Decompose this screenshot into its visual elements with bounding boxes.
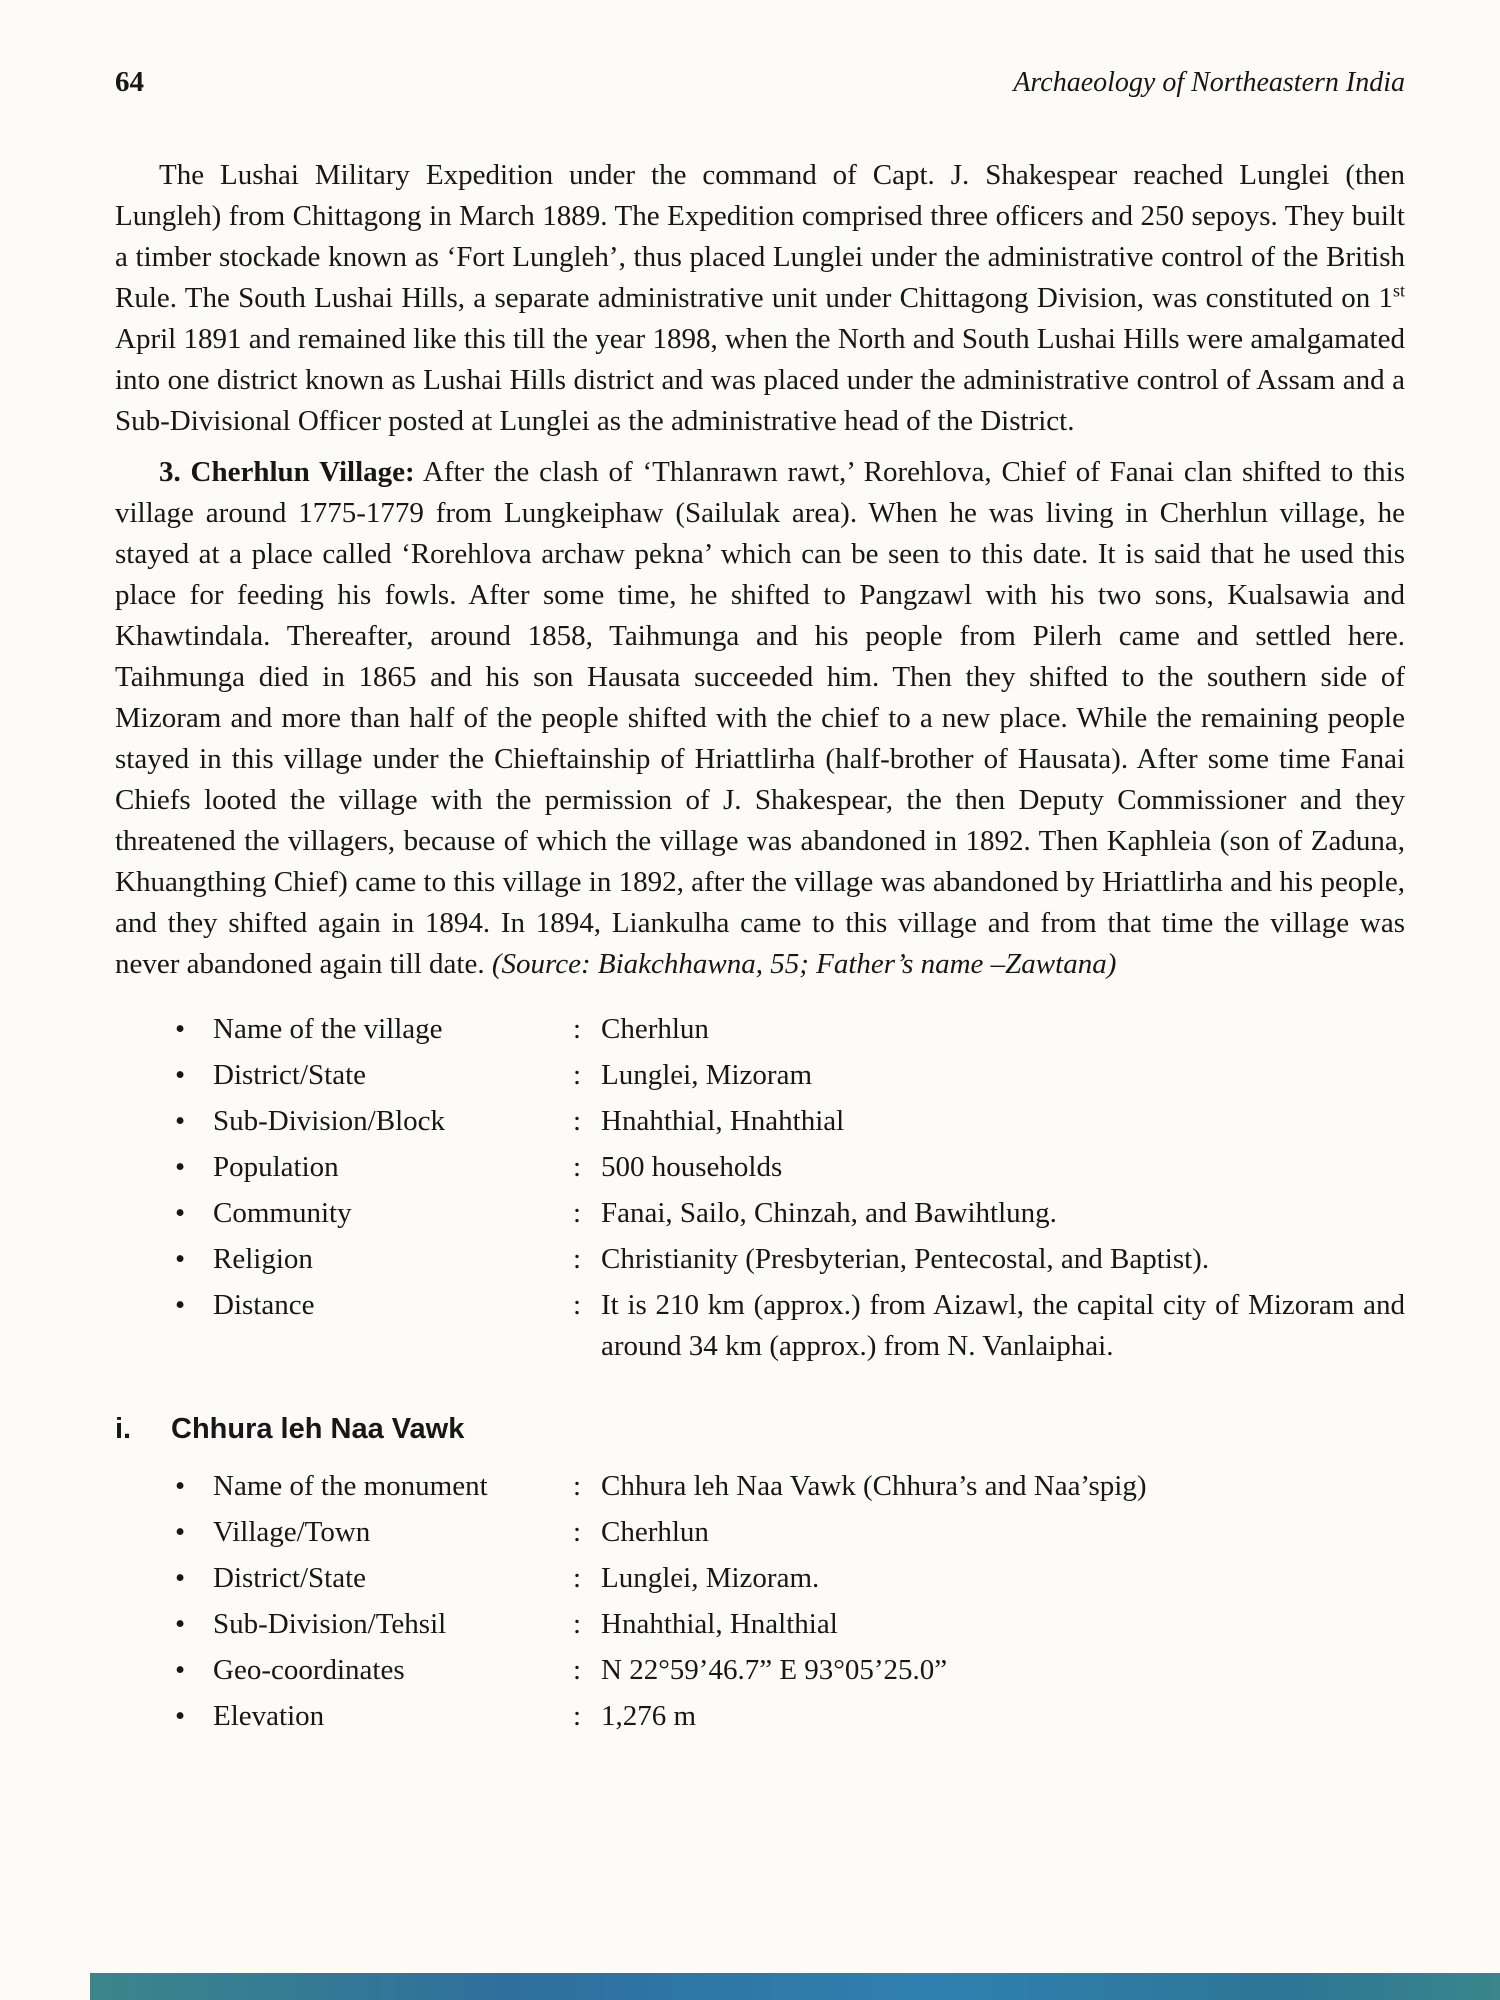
detail-row-sub-division-tehsil xyxy=(175,1604,1405,1645)
cherhlun-village-heading: 3. Cherhlun Village: xyxy=(159,456,415,488)
colon-separator: : xyxy=(573,1654,582,1686)
paragraph-lushai-expedition xyxy=(115,155,1405,442)
detail-row-distance xyxy=(175,1285,1405,1367)
detail-label: Sub-Division/Block xyxy=(213,1105,446,1137)
detail-value: Lunglei, Mizoram. xyxy=(601,1562,820,1594)
bullet-icon: • xyxy=(175,1608,186,1640)
page-content xyxy=(115,62,1405,1742)
detail-value: Cherhlun xyxy=(601,1516,709,1548)
bullet-icon: • xyxy=(175,1059,186,1091)
detail-row-district-state-monument xyxy=(175,1558,1405,1599)
detail-row-population xyxy=(175,1147,1405,1188)
detail-value: Fanai, Sailo, Chinzah, and Bawihtlung. xyxy=(601,1197,1057,1229)
bullet-icon: • xyxy=(175,1151,186,1183)
detail-row-geo-coordinates xyxy=(175,1650,1405,1691)
monument-details-list xyxy=(115,1466,1405,1737)
colon-separator: : xyxy=(573,1151,582,1183)
detail-value: Christianity (Presbyterian, Pentecostal, and Baptist). xyxy=(601,1243,1210,1275)
detail-row-village-name xyxy=(175,1009,1405,1050)
detail-value: Cherhlun xyxy=(601,1013,709,1045)
bullet-icon: • xyxy=(175,1105,186,1137)
detail-label: Population xyxy=(213,1151,339,1183)
bullet-icon: • xyxy=(175,1197,186,1229)
page-header xyxy=(115,62,1405,103)
bullet-icon: • xyxy=(175,1562,186,1594)
paragraph-text: April 1891 and remained like this till the year 1898, when the North and South Lushai Hills were amalgamated into one district known as Lushai Hills district and was placed under the administrative control of Assam and a Sub-Divisional Officer posted at Lunglei as the administrative head of the District. xyxy=(115,323,1405,437)
paragraph-cherhlun-village xyxy=(115,452,1405,985)
colon-separator: : xyxy=(573,1289,582,1321)
detail-label: Village/Town xyxy=(213,1516,371,1548)
colon-separator: : xyxy=(573,1608,582,1640)
colon-separator: : xyxy=(573,1243,582,1275)
bullet-icon: • xyxy=(175,1243,186,1275)
colon-separator: : xyxy=(573,1197,582,1229)
detail-value: Hnahthial, Hnalthial xyxy=(601,1608,838,1640)
bullet-icon: • xyxy=(175,1700,186,1732)
detail-value: It is 210 km (approx.) from Aizawl, the capital city of Mizoram and around 34 km (approx.) from N. Vanlaiphai. xyxy=(601,1289,1405,1362)
detail-row-monument-name xyxy=(175,1466,1405,1507)
detail-label: District/State xyxy=(213,1059,367,1091)
detail-value: 500 households xyxy=(601,1151,783,1183)
detail-label: District/State xyxy=(213,1562,367,1594)
colon-separator: : xyxy=(573,1013,582,1045)
detail-label: Geo-coordinates xyxy=(213,1654,405,1686)
paragraph-text: The Lushai Military Expedition under the command of Capt. J. Shakespear reached Lunglei (then Lungleh) from Chittagong in March 1889. The Expedition comprised three officers and 250 sepoys. They built a timber stockade known as ‘Fort Lungleh’, thus placed Lunglei under the administrative control of the British Rule. The South Lushai Hills, a separate administrative unit under Chittagong Division, was constituted on 1 xyxy=(115,159,1405,314)
detail-row-district-state xyxy=(175,1055,1405,1096)
detail-label: Name of the village xyxy=(213,1013,443,1045)
detail-label: Distance xyxy=(213,1289,315,1321)
detail-row-religion xyxy=(175,1239,1405,1280)
bullet-icon: • xyxy=(175,1470,186,1502)
section-number: i. xyxy=(115,1413,132,1445)
colon-separator: : xyxy=(573,1516,582,1548)
detail-row-village-town xyxy=(175,1512,1405,1553)
colon-separator: : xyxy=(573,1470,582,1502)
section-heading-chhura-leh-naa-vawk xyxy=(115,1409,1405,1450)
detail-row-elevation xyxy=(175,1696,1405,1737)
paragraph-text: After the clash of ‘Thlanrawn rawt,’ Rorehlova, Chief of Fanai clan shifted to this village around 1775-1779 from Lungkeiphaw (Sailulak area). When he was living in Cherhlun village, he stayed at a place called ‘Rorehlova archaw pekna’ which can be seen to this date. It is said that he used this place for feeding his fowls. After some time, he shifted to Pangzawl with his two sons, Kualsawia and Khawtindala. Thereafter, around 1858, Taihmunga and his people from Pilerh came and settled here. Taihmunga died in 1865 and his son Hausata succeeded him. Then they shifted to the southern side of Mizoram and more than half of the people shifted with the chief to a new place. While the remaining people stayed in this village under the Chieftainship of Hriattlirha (half-brother of Hausata). After some time Fanai Chiefs looted the village with the permission of J. Shakespear, the then Deputy Commissioner and they threatened the villagers, because of which the village was abandoned in 1892. Then Kaphleia (son of Zaduna, Khuangthing Chief) came to this village in 1892, after the village was abandoned by Hriattlirha and his people, and they shifted again in 1894. In 1894, Liankulha came to this village and from that time the village was never abandoned again till date. xyxy=(115,456,1405,980)
colon-separator: : xyxy=(573,1562,582,1594)
detail-value: 1,276 m xyxy=(601,1700,697,1732)
detail-label: Name of the monument xyxy=(213,1470,488,1502)
detail-label: Sub-Division/Tehsil xyxy=(213,1608,447,1640)
detail-value: Lunglei, Mizoram xyxy=(601,1059,813,1091)
detail-label: Religion xyxy=(213,1243,313,1275)
detail-row-community xyxy=(175,1193,1405,1234)
source-citation: (Source: Biakchhawna, 55; Father’s name –Zawtana) xyxy=(491,948,1117,980)
detail-value: Hnahthial, Hnahthial xyxy=(601,1105,845,1137)
section-title: Chhura leh Naa Vawk xyxy=(171,1413,465,1445)
colon-separator: : xyxy=(573,1700,582,1732)
detail-value: Chhura leh Naa Vawk (Chhura’s and Naa’spig) xyxy=(601,1470,1147,1502)
bullet-icon: • xyxy=(175,1289,186,1321)
bullet-icon: • xyxy=(175,1516,186,1548)
scan-edge-artifact xyxy=(90,1973,1500,2000)
village-details-list xyxy=(115,1009,1405,1367)
detail-label: Community xyxy=(213,1197,352,1229)
detail-label: Elevation xyxy=(213,1700,325,1732)
detail-value: N 22°59’46.7” E 93°05’25.0” xyxy=(601,1654,948,1686)
bullet-icon: • xyxy=(175,1654,186,1686)
running-title: Archaeology of Northeastern India xyxy=(1013,67,1405,98)
colon-separator: : xyxy=(573,1059,582,1091)
detail-row-sub-division-block xyxy=(175,1101,1405,1142)
bullet-icon: • xyxy=(175,1013,186,1045)
ordinal-superscript: st xyxy=(1393,280,1405,301)
page-number: 64 xyxy=(115,66,144,98)
colon-separator: : xyxy=(573,1105,582,1137)
